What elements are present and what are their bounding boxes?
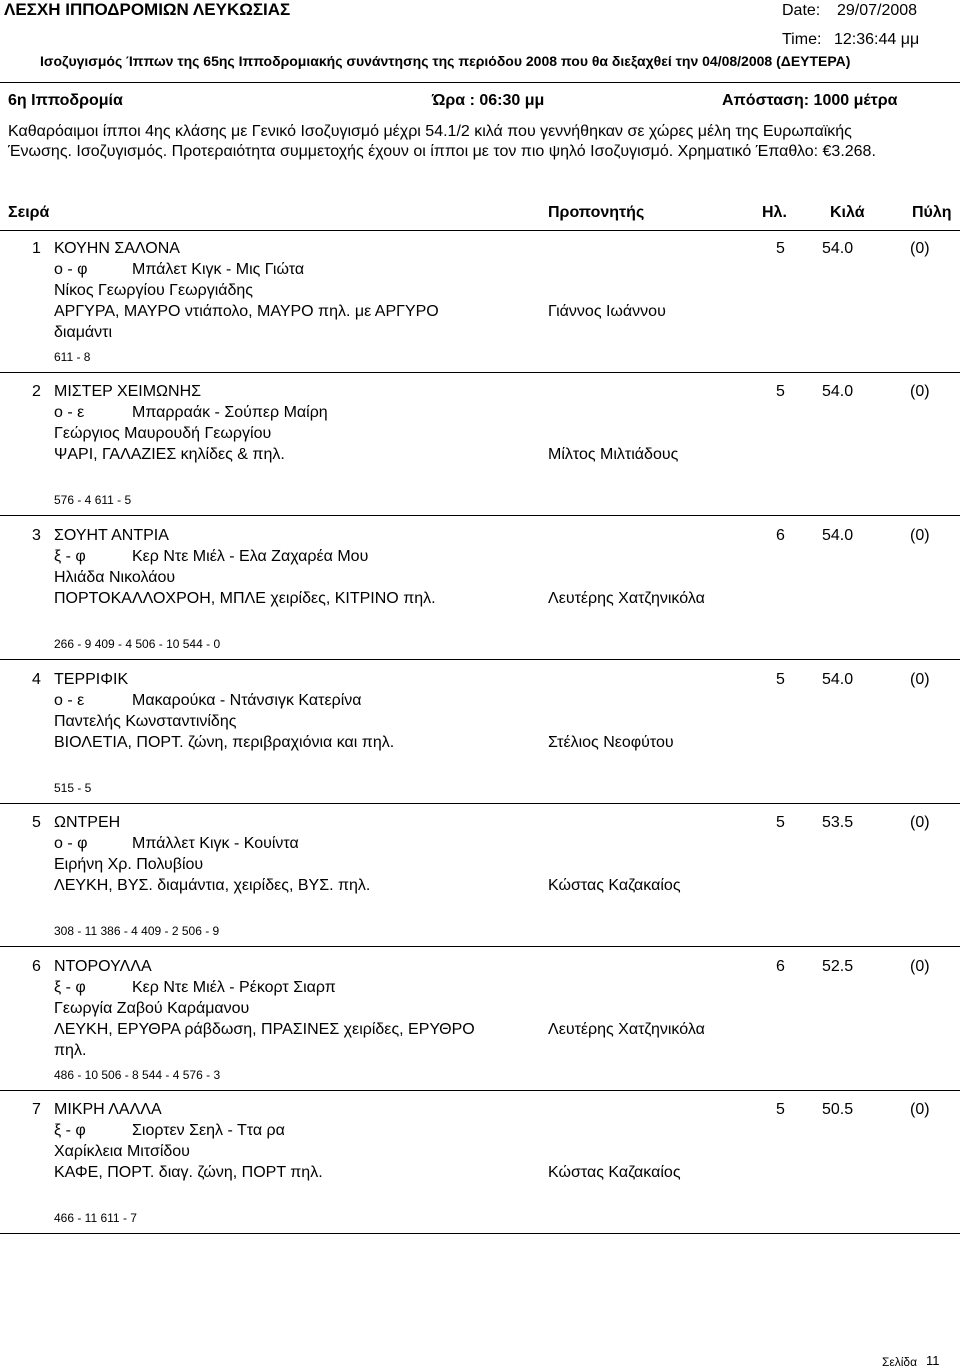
column-age: Ηλ. [762, 204, 787, 221]
entry-divider [0, 946, 960, 947]
recent-form: 486 - 10 506 - 8 544 - 4 576 - 3 [54, 1068, 221, 1082]
horse-age: 5 [776, 1101, 785, 1118]
trainer-name: Κώστας Καζακαίος [548, 1164, 681, 1181]
horse-owner: Ειρήνη Χρ. Πολυβίου [54, 856, 204, 873]
race-number: 6η Ιπποδρομία [8, 92, 123, 109]
entry-number: 6 [32, 958, 41, 975]
horse-owner: Γεώργιος Μαυρουδή Γεωργίου [54, 425, 272, 442]
column-header-divider [0, 230, 960, 231]
horse-gate: (0) [910, 671, 930, 688]
horse-pedigree: Μπάλετ Κιγκ - Μις Γιώτα [132, 261, 305, 278]
horse-owner: Νίκος Γεωργίου Γεωργιάδης [54, 282, 254, 299]
racing-colors-continued: διαμάντι [54, 324, 113, 341]
recent-form: 515 - 5 [54, 781, 92, 795]
horse-pedigree: Κερ Ντε Μιέλ - Ελα Ζαχαρέα Μου [132, 548, 369, 565]
racing-colors: ΛΕΥΚΗ, ΒΥΣ. διαμάντια, χειρίδες, ΒΥΣ. πηλ. [54, 877, 371, 894]
header-divider [0, 82, 960, 83]
entry-number: 4 [32, 671, 41, 688]
horse-owner: Ηλιάδα Νικολάου [54, 569, 176, 586]
column-weight: Κιλά [830, 204, 865, 221]
race-conditions: Καθαρόαιμοι ίπποι 4ης κλάσης με Γενικό Ισοζυγισμό μέχρι 54.1/2 κιλά που γεννήθηκαν σε χώρες μέλη της Ευρωπαϊκής Ένωσης. Ισοζυγισμός. Προτεραιότητα συμμετοχής έχουν οι ίπποι με τον πιο ψηλό Ισοζυγισμό. Χρηματικό Έπαθλο: €3.268. [8, 123, 876, 160]
trainer-name: Γιάννος Ιωάννου [548, 303, 666, 320]
horse-age: 6 [776, 958, 785, 975]
page-label: Σελίδα [882, 1355, 918, 1369]
entry-divider [0, 803, 960, 804]
race-hour: Ώρα : 06:30 μμ [432, 92, 545, 109]
horse-pedigree: Σιορτεν Σεηλ - Ττα ρα [132, 1122, 285, 1139]
horse-weight: 54.0 [822, 671, 854, 688]
column-trainer: Προπονητής [548, 204, 645, 221]
horse-name: ΣΟΥΗΤ ΑΝΤΡΙΑ [54, 527, 169, 544]
horse-gate: (0) [910, 814, 930, 831]
race-distance: Απόσταση: 1000 μέτρα [722, 92, 898, 109]
horse-age: 5 [776, 671, 785, 688]
horse-name: ΜΙΣΤΕΡ ΧΕΙΜΩΝΗΣ [54, 383, 202, 400]
horse-weight: 54.0 [822, 383, 854, 400]
meeting-subtitle: Ισοζυγισμός Ίππων της 65ης Ιπποδρομιακής συνάντησης της περιόδου 2008 που θα διεξαχθεί την 04/08/2008 (ΔΕΥΤΕΡΑ) [40, 53, 851, 69]
horse-name: ΜΙΚΡΗ ΛΑΛΛΑ [54, 1101, 162, 1118]
entry-divider [0, 515, 960, 516]
horse-pedigree: Μακαρούκα - Ντάνσιγκ Κατερίνα [132, 692, 362, 709]
horse-sex: ο - ε [54, 404, 85, 421]
horse-weight: 54.0 [822, 240, 854, 257]
horse-age: 5 [776, 814, 785, 831]
horse-weight: 53.5 [822, 814, 854, 831]
recent-form: 308 - 11 386 - 4 409 - 2 506 - 9 [54, 924, 220, 938]
horse-sex: ξ - φ [54, 979, 86, 996]
recent-form: 466 - 11 611 - 7 [54, 1211, 137, 1225]
racing-colors-continued: πηλ. [54, 1042, 87, 1059]
entry-number: 3 [32, 527, 41, 544]
horse-sex: ο - φ [54, 261, 88, 278]
horse-gate: (0) [910, 383, 930, 400]
date-label: Date: [782, 2, 821, 19]
horse-pedigree: Μπαρραάκ - Σούπερ Μαίρη [132, 404, 328, 421]
racing-colors: ΒΙΟΛΕΤΙΑ, ΠΟΡΤ. ζώνη, περιβραχιόνια και πηλ. [54, 734, 395, 751]
horse-age: 5 [776, 240, 785, 257]
horse-name: ΚΟΥΗΝ ΣΑΛΟΝΑ [54, 240, 180, 257]
horse-weight: 52.5 [822, 958, 854, 975]
horse-name: ΝΤΟΡΟΥΛΛΑ [54, 958, 152, 975]
racing-colors: ΚΑΦΕ, ΠΟΡΤ. διαγ. ζώνη, ΠΟΡΤ πηλ. [54, 1164, 323, 1181]
horse-pedigree: Κερ Ντε Μιέλ - Ρέκορτ Σιαρπ [132, 979, 336, 996]
entry-divider [0, 372, 960, 373]
trainer-name: Κώστας Καζακαίος [548, 877, 681, 894]
horse-weight: 50.5 [822, 1101, 854, 1118]
time-value: 12:36:44 μμ [834, 31, 920, 48]
horse-pedigree: Μπάλλετ Κιγκ - Κουίντα [132, 835, 299, 852]
trainer-name: Μίλτος Μιλτιάδους [548, 446, 679, 463]
date-value: 29/07/2008 [837, 2, 918, 19]
horse-gate: (0) [910, 527, 930, 544]
recent-form: 266 - 9 409 - 4 506 - 10 544 - 0 [54, 637, 221, 651]
horse-owner: Παντελής Κωνσταντινίδης [54, 713, 237, 730]
page-number: 11 [926, 1353, 940, 1368]
horse-sex: ο - φ [54, 835, 88, 852]
entry-number: 5 [32, 814, 41, 831]
horse-weight: 54.0 [822, 527, 854, 544]
horse-sex: ο - ε [54, 692, 85, 709]
trainer-name: Λευτέρης Χατζηνικόλα [548, 1021, 705, 1038]
time-label: Time: [782, 31, 822, 48]
entry-number: 1 [32, 240, 41, 257]
entry-divider [0, 1090, 960, 1091]
horse-sex: ξ - φ [54, 1122, 86, 1139]
entry-number: 2 [32, 383, 41, 400]
entry-divider [0, 659, 960, 660]
column-order: Σειρά [8, 204, 50, 221]
column-gate: Πύλη [912, 204, 952, 221]
horse-owner: Γεωργία Ζαβού Καράμανου [54, 1000, 250, 1017]
horse-gate: (0) [910, 1101, 930, 1118]
recent-form: 576 - 4 611 - 5 [54, 493, 132, 507]
horse-sex: ξ - φ [54, 548, 86, 565]
entry-number: 7 [32, 1101, 41, 1118]
racing-colors: ΠΟΡΤΟΚΑΛΛΟΧΡΟΗ, ΜΠΛΕ χειρίδες, ΚΙΤΡΙΝΟ πηλ. [54, 590, 436, 607]
horse-name: ΤΕΡΡΙΦΙΚ [54, 671, 129, 688]
horse-name: ΩΝΤΡΕΗ [54, 814, 121, 831]
racing-colors: ΛΕΥΚΗ, ΕΡΥΘΡΑ ράβδωση, ΠΡΑΣΙΝΕΣ χειρίδες, ΕΡΥΘΡΟ [54, 1021, 475, 1038]
trainer-name: Λευτέρης Χατζηνικόλα [548, 590, 705, 607]
racing-colors: ΨΑΡΙ, ΓΑΛΑΖΙΕΣ κηλίδες & πηλ. [54, 446, 285, 463]
horse-age: 6 [776, 527, 785, 544]
trainer-name: Στέλιος Νεοφύτου [548, 734, 674, 751]
horse-age: 5 [776, 383, 785, 400]
racing-colors: ΑΡΓΥΡΑ, ΜΑΥΡΟ ντιάπολο, ΜΑΥΡΟ πηλ. με ΑΡΓΥΡΟ [54, 303, 439, 320]
horse-gate: (0) [910, 240, 930, 257]
horse-owner: Χαρίκλεια Μιτσίδου [54, 1143, 190, 1160]
club-title: ΛΕΣΧΗ ΙΠΠΟΔΡΟΜΙΩΝ ΛΕΥΚΩΣΙΑΣ [4, 0, 291, 19]
entry-divider [0, 1233, 960, 1234]
recent-form: 611 - 8 [54, 350, 91, 364]
horse-gate: (0) [910, 958, 930, 975]
